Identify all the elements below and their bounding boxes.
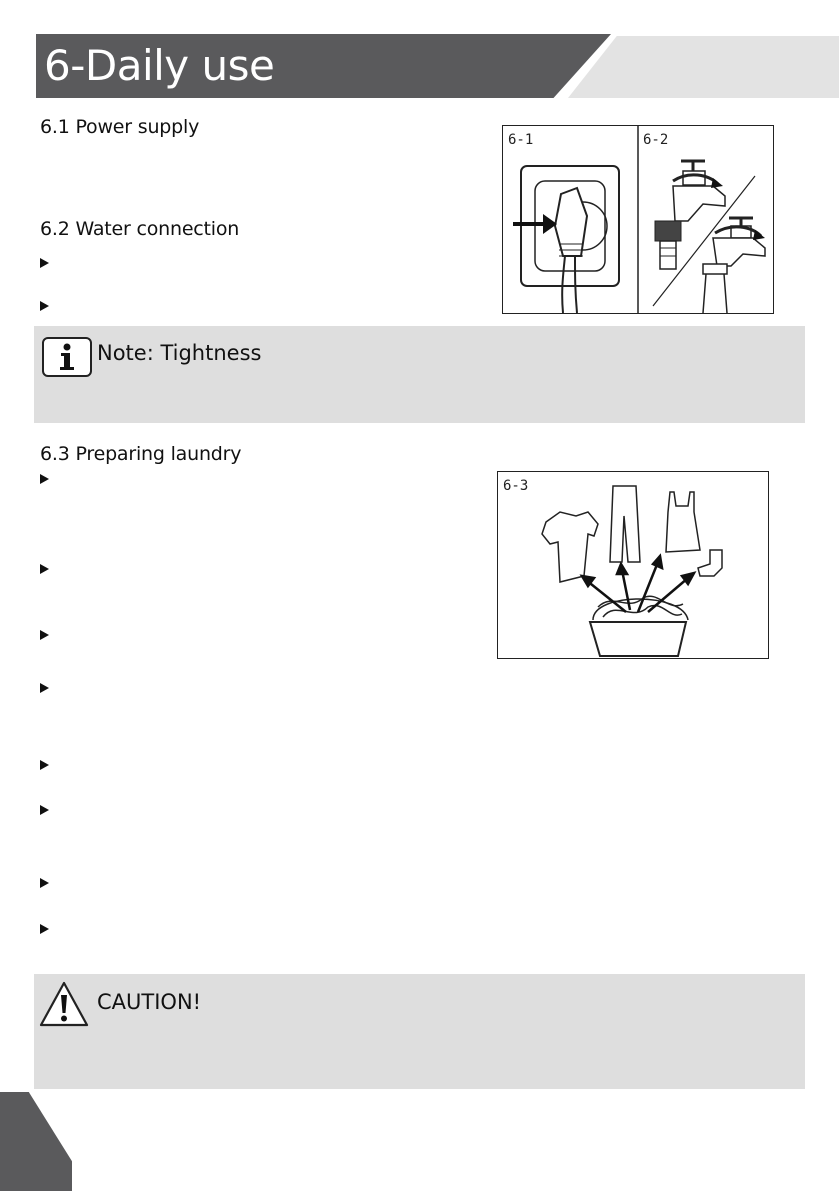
bullet-icon [40,258,49,268]
bullet-icon [40,630,49,640]
note-title: Note: Tightness [97,341,262,365]
bullet-icon [40,564,49,574]
basket-icon [590,622,686,656]
trousers-icon [610,486,640,562]
figure-label-6-2: 6-2 [643,132,669,148]
caution-title: CAUTION! [97,990,202,1014]
sock-icon [698,550,722,576]
warning-icon [38,980,90,1028]
tank-top-icon [666,492,700,552]
bullet-icon [40,878,49,888]
bullet-icon [40,474,49,484]
bullet-icon [40,805,49,815]
section-heading-preparing-laundry: 6.3 Preparing laundry [40,443,242,465]
figure-label-6-3: 6-3 [503,478,529,494]
plug-icon [555,188,587,256]
bullet-icon [40,760,49,770]
bullet-icon [40,301,49,311]
figure-laundry-sorting [497,471,769,659]
shirt-icon [542,512,598,582]
bullet-icon [40,924,49,934]
section-heading-water-connection: 6.2 Water connection [40,218,240,240]
page-title: 6-Daily use [44,41,275,90]
figure-power-and-water [502,125,774,314]
info-icon [42,337,92,377]
figure-label-6-1: 6-1 [508,132,534,148]
figure-illustration [498,472,768,658]
page-corner-decoration [0,1092,72,1191]
bullet-icon [40,683,49,693]
section-heading-power-supply: 6.1 Power supply [40,116,200,138]
figure-illustration [503,126,773,313]
header-decoration [568,36,839,98]
